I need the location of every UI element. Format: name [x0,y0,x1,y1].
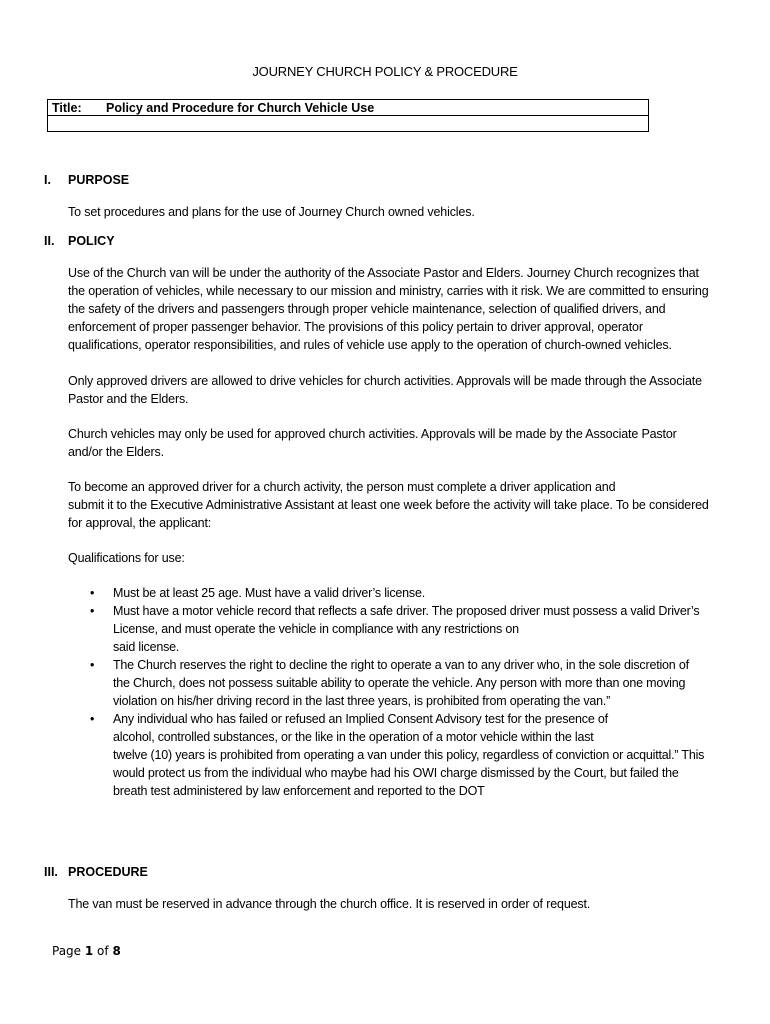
paragraph-line: To become an approved driver for a church activity, the person must complete a driver application and [68,480,616,494]
paragraph-line: enforcement of proper passenger behavior. The provisions of this policy pertain to driver approval, operator [68,320,643,334]
title-value: Policy and Procedure for Church Vehicle Use [106,100,375,115]
policy-paragraph-1 [68,264,728,354]
paragraph-line: Church vehicles may only be used for approved church activities. Approvals will be made by the Associate Pastor [68,427,677,441]
policy-paragraph-4 [68,478,728,532]
policy-paragraph-2 [68,372,728,408]
title-row [48,100,649,116]
title-label: Title: [52,100,82,115]
paragraph-line: Only approved drivers are allowed to drive vehicles for church activities. Approvals will be made through the Associate [68,374,702,388]
page-of: of [93,944,113,958]
policy-number: II. [44,234,55,248]
bullet-icon: • [90,604,95,618]
paragraph-line: submit it to the Executive Administrative Assistant at least one week before the activity will take place. To be considered [68,498,709,512]
list-item-line: breath test administered by law enforcement and reported to the DOT [113,784,485,798]
paragraph-line: for approval, the applicant: [68,516,212,530]
purpose-heading [44,173,129,187]
bullet-icon: • [90,586,95,600]
qualifications-label: Qualifications for use: [68,551,185,565]
list-item [68,602,728,656]
list-item-line: the Church, does not possess suitable ability to operate the vehicle. Any person with more than one moving [113,676,686,690]
list-item-line: twelve (10) years is prohibited from operating a van under this policy, regardless of conviction or acquittal.” This [113,748,705,762]
page-prefix: Page [52,944,85,958]
procedure-text: The van must be reserved in advance through the church office. It is reserved in order of request. [68,897,591,911]
paragraph-line: Use of the Church van will be under the authority of the Associate Pastor and Elders. Journey Church recognizes that [68,266,699,280]
purpose-text: To set procedures and plans for the use of Journey Church owned vehicles. [68,205,475,219]
paragraph-line: the safety of the drivers and passengers through proper vehicle maintenance, selection of qualified drivers, and [68,302,666,316]
list-item [68,584,728,602]
bullet-icon: • [90,712,95,726]
title-empty-row [48,116,649,132]
policy-title: POLICY [68,234,115,248]
page-number-footer [52,944,121,958]
policy-heading [44,234,115,248]
list-item [68,710,728,800]
title-table [47,99,649,132]
page-current: 1 [84,944,94,958]
procedure-number: III. [44,865,58,879]
purpose-number: I. [44,173,51,187]
procedure-heading [44,865,148,879]
list-item-line: The Church reserves the right to decline the right to operate a van to any driver who, in the sole discretion of [113,658,689,672]
list-item-line: alcohol, controlled substances, or the like in the operation of a motor vehicle within the last [113,730,594,744]
paragraph-line: qualifications, operator responsibilities, and rules of vehicle use apply to the operation of church-owned vehicles. [68,338,672,352]
purpose-title: PURPOSE [68,173,130,187]
list-item-line: Must be at least 25 age. Must have a valid driver’s license. [113,586,426,600]
list-item-line: Any individual who has failed or refused an Implied Consent Advisory test for the presence of [113,712,608,726]
list-item-line: License, and must operate the vehicle in compliance with any restrictions on [113,622,519,636]
bullet-icon: • [90,658,95,672]
list-item [68,656,728,710]
qualifications-list [68,584,728,800]
paragraph-line: the operation of vehicles, while necessary to our mission and ministry, carries with it risk. We are committed to ensuring [68,284,709,298]
document-title: JOURNEY CHURCH POLICY & PROCEDURE [252,64,518,79]
list-item-line: would protect us from the individual who maybe had his OWI charge dismissed by the Court, but failed the [113,766,679,780]
page-total: 8 [112,944,121,958]
list-item-line: violation on his/her driving record in the last three years, is prohibited from operating the van.” [113,694,611,708]
procedure-title: PROCEDURE [68,865,148,879]
list-item-line: said license. [113,640,180,654]
policy-paragraph-3 [68,425,728,461]
paragraph-line: and/or the Elders. [68,445,164,459]
paragraph-line: Pastor and the Elders. [68,392,189,406]
list-item-line: Must have a motor vehicle record that reflects a safe driver. The proposed driver must possess a valid Driver’s [113,604,700,618]
